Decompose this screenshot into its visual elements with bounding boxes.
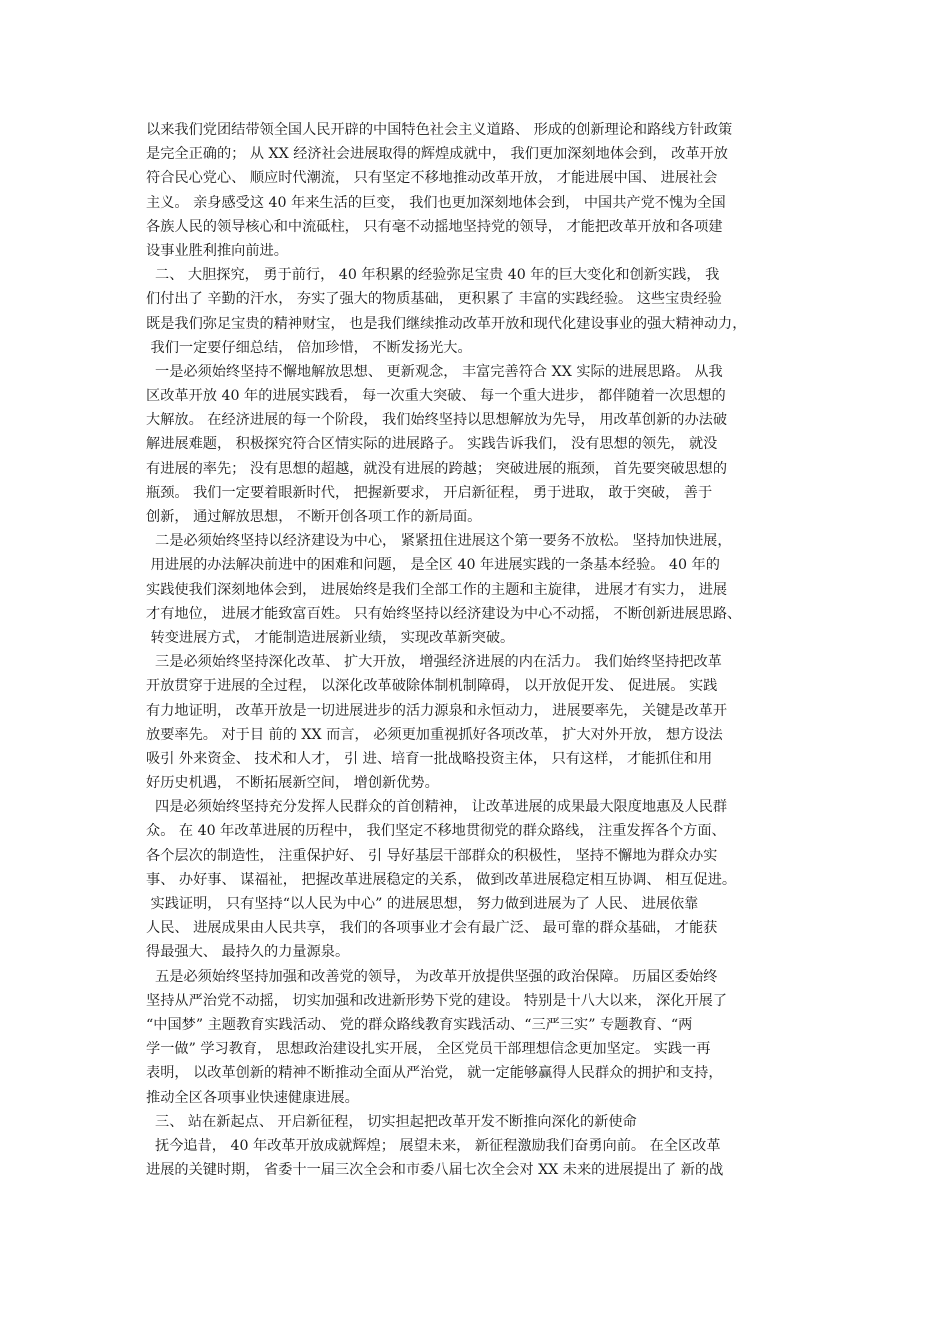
text-line: 瓶颈。 我们一定要着眼新时代， 把握新要求， 开启新征程， 勇于进取， 敢于突破， 善于	[146, 484, 713, 501]
text-line: 二是必须始终坚持以经济建设为中心， 紧紧扭住进展这个第一要务不放松。 坚持加快进展，	[146, 533, 732, 550]
text-line: 设事业胜利推向前进。	[146, 242, 288, 259]
text-line: “中国梦” 主题教育实践活动、 党的群众路线教育实践活动、“三严三实” 专题教育、“两	[146, 1016, 693, 1033]
text-line: 事、 办好事、 谋福祉， 把握改革进展稳定的关系， 做到改革进展稳定相互协调、 相互促进。	[146, 871, 737, 888]
text-line: 各个层次的制造性， 注重保护好、 引 导好基层干部群众的积极性， 坚持不懈地为群众办实	[146, 847, 718, 864]
text-line: 实践证明， 只有坚持“以人民为中心” 的进展思想， 努力做到进展为了 人民、 进展依靠	[146, 896, 699, 912]
text-line: 学一做” 学习教育， 思想政治建设扎实开展， 全区党员干部理想信念更加坚定。 实践一再	[146, 1041, 711, 1058]
text-line: 抚今追昔， 40 年改革开放成就辉煌； 展望未来， 新征程激励我们奋勇向前。 在全区改革	[146, 1137, 721, 1154]
text-line: 有进展的率先； 没有思想的超越，就没有进展的跨越； 突破进展的瓶颈， 首先要突破思想的	[146, 460, 728, 477]
text-line: 才有地位， 进展才能致富百姓。 只有始终坚持以经济建设为中心不动摇， 不断创新进展思路、	[146, 605, 742, 622]
text-line: 大解放。 在经济进展的每一个阶段， 我们始终坚持以思想解放为先导， 用改革创新的办法破	[146, 412, 728, 429]
text-line: 是完全正确的； 从 XX 经济社会进展取得的辉煌成就中， 我们更加深刻地体会到， 改革开放	[146, 146, 728, 163]
text-line: 各族人民的领导核心和中流砥柱， 只有毫不动摇地坚持党的领导， 才能把改革开放和各项建	[146, 218, 723, 235]
text-line: 转变进展方式， 才能制造进展新业绩， 实现改革新突破。	[146, 629, 515, 646]
text-line: 四是必须始终坚持充分发挥人民群众的首创精神， 让改革进展的成果最大限度地惠及人民群	[146, 799, 728, 816]
text-line: 五是必须始终坚持加强和改善党的领导， 为改革开放提供坚强的政治保障。 历届区委始终	[146, 968, 718, 985]
text-line: 既是我们弥足宝贵的精神财宝， 也是我们继续推动改革开放和现代化建设事业的强大精神动力，	[146, 315, 747, 332]
text-line: 实践使我们深刻地体会到， 进展始终是我们全部工作的主题和主旋律， 进展才有实力， 进展	[146, 581, 728, 598]
text-line: 推动全区各项事业快速健康进展。	[146, 1089, 359, 1106]
text-line: 好历史机遇， 不断拓展新空间， 增创新优势。	[146, 775, 439, 792]
text-line: 用进展的办法解决前进中的困难和问题， 是全区 40 年进展实践的一条基本经验。 40 年的	[146, 557, 720, 574]
text-line: 区改革开放 40 年的进展实践看， 每一次重大突破、 每一个重大进步， 都伴随着一次思想的	[146, 388, 726, 405]
text-line: 开放贯穿于进展的全过程， 以深化改革破除体制机制障碍， 以开放促开发、 促进展。 实践	[146, 678, 718, 695]
text-line: 表明， 以改革创新的精神不断推动全面从严治党， 就一定能够赢得人民群众的拥护和支持，	[146, 1065, 723, 1082]
text-line: 以来我们党团结带领全国人民开辟的中国特色社会主义道路、 形成的创新理论和路线方针政策	[146, 122, 733, 138]
document-body	[146, 118, 826, 1182]
text-line: 进展的关键时期， 省委十一届三次全会和市委八届七次全会对 XX 未来的进展提出了 新的战	[146, 1162, 724, 1179]
text-line: 众。 在 40 年改革进展的历程中， 我们坚定不移地贯彻党的群众路线， 注重发挥各个方面、	[146, 823, 726, 840]
text-line: 三、 站在新起点、 开启新征程， 切实担起把改革开发不断推向深化的新使命	[146, 1113, 637, 1130]
text-line: 创新， 通过解放思想， 不断开创各项工作的新局面。	[146, 509, 482, 525]
text-line: 二、 大胆探究， 勇于前行， 40 年积累的经验弥足宝贵 40 年的巨大变化和创新实践， 我	[146, 267, 720, 284]
text-line: 主义。 亲身感受这 40 年来生活的巨变， 我们也更加深刻地体会到， 中国共产党不愧为全国	[146, 194, 726, 211]
text-line: 三是必须始终坚持深化改革、 扩大开放， 增强经济进展的内在活力。 我们始终坚持把改革	[146, 654, 722, 671]
text-line: 有力地证明， 改革开放是一切进展进步的活力源泉和永恒动力， 进展要率先， 关键是改革开	[146, 702, 728, 719]
text-line: 一是必须始终坚持不懈地解放思想、 更新观念， 丰富完善符合 XX 实际的进展思路。 从我	[146, 363, 723, 380]
text-line: 坚持从严治党不动摇， 切实加强和改进新形势下党的建设。 特别是十八大以来， 深化开展了	[146, 992, 728, 1009]
text-line: 符合民心党心、 顺应时代潮流， 只有坚定不移地推动改革开放， 才能进展中国、 进展社会	[146, 170, 718, 187]
text-line: 解进展难题， 积极探究符合区情实际的进展路子。 实践告诉我们， 没有思想的领先， 就没	[146, 436, 718, 453]
text-line: 我们一定要仔细总结， 倍加珍惜， 不断发扬光大。	[146, 339, 472, 356]
text-line: 得最强大、 最持久的力量源泉。	[146, 944, 350, 961]
text-line: 人民、 进展成果由人民共享， 我们的各项事业才会有最广泛、 最可靠的群众基础， 才能获	[146, 920, 718, 937]
text-line: 放要率先。 对于目 前的 XX 而言， 必须更加重视抓好各项改革， 扩大对外开放， 想方设法	[146, 726, 723, 743]
text-line: 们付出了 辛勤的汗水， 夯实了强大的物质基础， 更积累了 丰富的实践经验。 这些宝贵经验	[146, 291, 722, 308]
text-line: 吸引 外来资金、 技术和人才， 引 进、培育一批战略投资主体， 只有这样， 才能抓住和用	[146, 750, 713, 767]
